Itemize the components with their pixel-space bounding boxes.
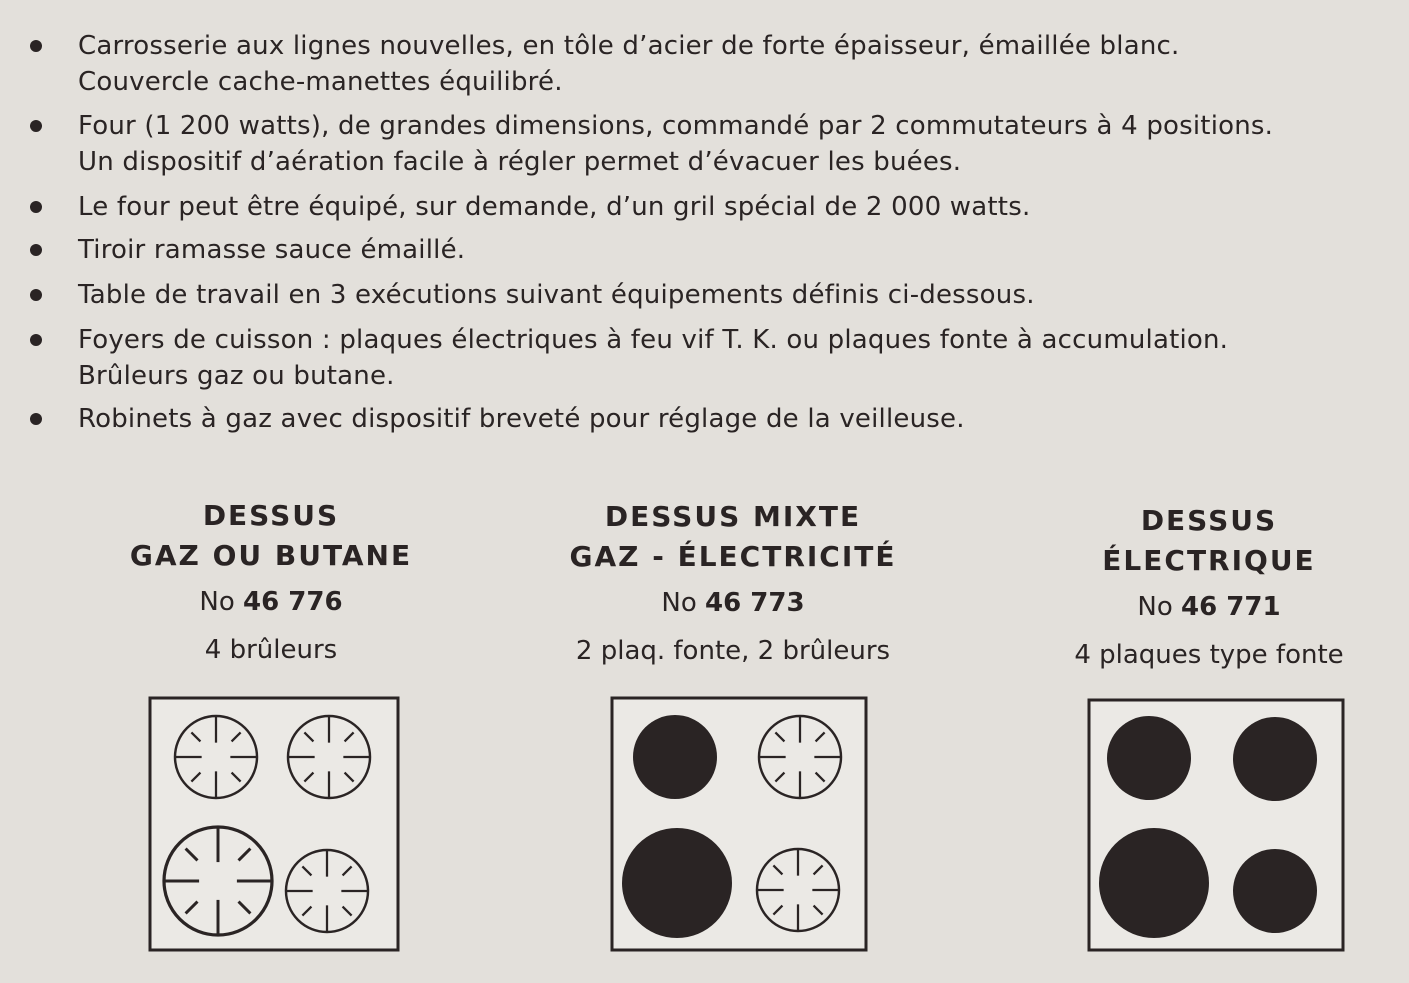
- hot-plate-icon: [1107, 716, 1191, 800]
- model-number: No 46 776: [199, 587, 343, 617]
- model-subtitle: ÉLECTRIQUE: [1102, 544, 1316, 577]
- hot-plate-icon: [622, 828, 732, 938]
- model-subtitle: GAZ OU BUTANE: [129, 539, 413, 572]
- model-number: No 46 773: [661, 588, 805, 618]
- model-subtitle: GAZ - ÉLECTRICITÉ: [569, 540, 897, 573]
- model-title: DESSUS: [202, 499, 340, 532]
- model-title: DESSUS MIXTE: [604, 500, 862, 533]
- hot-plate-icon: [1233, 849, 1317, 933]
- model-number: No 46 771: [1137, 592, 1281, 622]
- model-description: 4 brûleurs: [204, 635, 338, 665]
- model-title: DESSUS: [1140, 504, 1278, 537]
- hot-plate-icon: [633, 715, 717, 799]
- hot-plate-icon: [1233, 717, 1317, 801]
- model-description: 4 plaques type fonte: [1074, 640, 1344, 670]
- model-description: 2 plaq. fonte, 2 brûleurs: [575, 636, 891, 666]
- hot-plate-icon: [1099, 828, 1209, 938]
